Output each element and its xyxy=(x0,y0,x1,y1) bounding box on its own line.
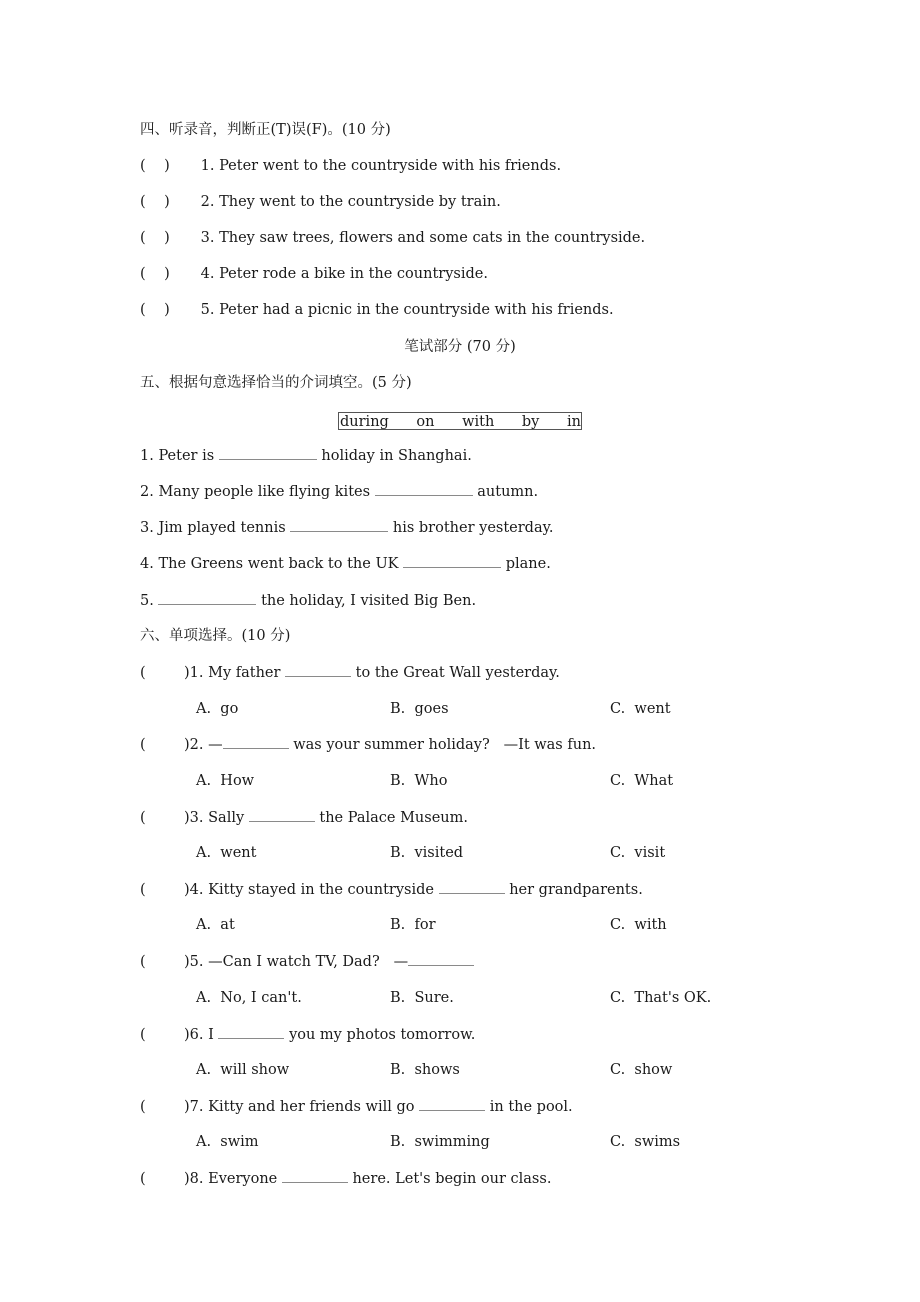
option-c[interactable]: C. visit xyxy=(610,845,666,861)
tf-item-1 xyxy=(140,156,561,176)
answer-blank xyxy=(249,807,315,822)
answer-blank[interactable] xyxy=(403,553,501,568)
answer-bracket[interactable]: ( xyxy=(140,665,165,681)
answer-blank xyxy=(419,1096,485,1111)
section-6-title: 六、单项选择。(10 分) xyxy=(140,628,291,644)
answer-blank[interactable] xyxy=(219,445,317,460)
word-bank-word: by xyxy=(521,414,540,430)
tf-item-3 xyxy=(140,228,645,248)
answer-bracket[interactable]: ( xyxy=(140,1027,165,1043)
option-b[interactable]: B. visited xyxy=(390,845,464,861)
option-c[interactable]: C. with xyxy=(610,917,667,933)
item-text-before: Peter is xyxy=(158,448,215,464)
mc-question-5 xyxy=(140,951,474,972)
fill-item-4 xyxy=(140,553,551,574)
item-text-before: Kitty stayed in the countryside xyxy=(208,882,434,898)
tf-item-5 xyxy=(140,300,614,320)
answer-bracket[interactable]: ( ) xyxy=(140,194,170,210)
answer-blank xyxy=(282,1168,348,1183)
word-bank-box xyxy=(338,412,582,430)
item-text-after: the Palace Museum. xyxy=(319,810,468,826)
option-b[interactable]: B. shows xyxy=(390,1062,460,1078)
option-b[interactable]: B. swimming xyxy=(390,1134,490,1150)
item-text-before: —Can I watch TV, Dad? — xyxy=(208,954,409,970)
mc-question-3 xyxy=(140,807,468,828)
item-number: 1. xyxy=(200,158,215,174)
item-text: Peter rode a bike in the countryside. xyxy=(219,266,488,282)
item-text-before: Everyone xyxy=(208,1171,278,1187)
item-text: They saw trees, flowers and some cats in the countryside. xyxy=(219,230,646,246)
item-text-before: Kitty and her friends will go xyxy=(208,1099,415,1115)
item-text-before: My father xyxy=(208,665,281,681)
item-text-before: Jim played tennis xyxy=(158,520,286,536)
option-a[interactable]: A. at xyxy=(196,917,235,933)
tf-item-2 xyxy=(140,192,501,212)
item-text-after: to the Great Wall yesterday. xyxy=(355,665,560,681)
answer-bracket[interactable]: ( xyxy=(140,954,165,970)
item-text-after: was your summer holiday? —It was fun. xyxy=(293,737,597,753)
answer-bracket[interactable]: ( ) xyxy=(140,158,170,174)
item-number: )2. xyxy=(184,737,204,753)
item-number: 3. xyxy=(140,520,154,536)
mc-question-1 xyxy=(140,662,560,683)
item-text-before: Sally xyxy=(208,810,245,826)
item-number: 4. xyxy=(200,266,215,282)
answer-bracket[interactable]: ( ) xyxy=(140,302,170,318)
word-bank-word: during xyxy=(340,414,389,430)
word-bank-word: with xyxy=(462,414,495,430)
written-part-title: 笔试部分 (70 分) xyxy=(404,339,516,355)
item-number: 2. xyxy=(140,484,154,500)
tf-item-4 xyxy=(140,264,488,284)
answer-bracket[interactable]: ( ) xyxy=(140,266,170,282)
option-c[interactable]: C. What xyxy=(610,773,674,789)
item-text: Peter went to the countryside with his friends. xyxy=(219,158,562,174)
mc-question-7 xyxy=(140,1096,573,1117)
answer-blank xyxy=(218,1024,284,1039)
item-text-after: her grandparents. xyxy=(509,882,643,898)
item-text-before: I xyxy=(208,1027,214,1043)
option-c[interactable]: C. swims xyxy=(610,1134,681,1150)
option-a[interactable]: A. swim xyxy=(196,1134,259,1150)
item-number: 5. xyxy=(140,593,154,609)
option-a[interactable]: A. How xyxy=(196,773,255,789)
answer-blank xyxy=(285,662,351,677)
option-b[interactable]: B. Sure. xyxy=(390,990,454,1006)
option-c[interactable]: C. went xyxy=(610,701,671,717)
item-number: 3. xyxy=(200,230,215,246)
item-text-after: here. Let's begin our class. xyxy=(352,1171,552,1187)
answer-bracket[interactable]: ( ) xyxy=(140,230,170,246)
answer-blank[interactable] xyxy=(375,481,473,496)
mc-question-6 xyxy=(140,1024,475,1045)
item-number: )8. xyxy=(184,1171,204,1187)
option-c[interactable]: C. That's OK. xyxy=(610,990,712,1006)
answer-blank xyxy=(439,879,505,894)
option-a[interactable]: A. No, I can't. xyxy=(196,990,302,1006)
mc-question-8 xyxy=(140,1168,551,1189)
answer-blank xyxy=(223,734,289,749)
answer-blank[interactable] xyxy=(158,590,256,605)
section-5-title: 五、根据句意选择恰当的介词填空。(5 分) xyxy=(140,375,412,391)
item-number: 1. xyxy=(140,448,154,464)
item-text-after: autumn. xyxy=(477,484,539,500)
item-number: )3. xyxy=(184,810,204,826)
item-text-after: holiday in Shanghai. xyxy=(321,448,472,464)
item-number: )7. xyxy=(184,1099,204,1115)
item-text-after: the holiday, I visited Big Ben. xyxy=(261,593,477,609)
item-number: 4. xyxy=(140,556,154,572)
item-number: )5. xyxy=(184,954,204,970)
fill-item-1 xyxy=(140,445,472,466)
item-number: )6. xyxy=(184,1027,204,1043)
item-text-before: The Greens went back to the UK xyxy=(158,556,399,572)
option-b[interactable]: B. for xyxy=(390,917,436,933)
answer-bracket[interactable]: ( xyxy=(140,1171,165,1187)
fill-item-3 xyxy=(140,517,554,538)
option-b[interactable]: B. goes xyxy=(390,701,449,717)
item-text-after: his brother yesterday. xyxy=(392,520,554,536)
mc-question-2 xyxy=(140,734,596,755)
item-text-before: — xyxy=(208,737,223,753)
option-a[interactable]: A. will show xyxy=(196,1062,290,1078)
fill-item-5 xyxy=(140,590,476,611)
item-text-before: Many people like flying kites xyxy=(158,484,371,500)
option-a[interactable]: A. went xyxy=(196,845,257,861)
option-a[interactable]: A. go xyxy=(196,701,239,717)
word-bank-word: in xyxy=(566,414,581,430)
answer-bracket[interactable]: ( xyxy=(140,1099,165,1115)
item-number: 5. xyxy=(200,302,215,318)
mc-question-4 xyxy=(140,879,643,900)
item-text-after: you my photos tomorrow. xyxy=(289,1027,476,1043)
fill-item-2 xyxy=(140,481,538,502)
word-bank-word: on xyxy=(416,414,435,430)
item-text-after: in the pool. xyxy=(489,1099,573,1115)
option-c[interactable]: C. show xyxy=(610,1062,673,1078)
item-number: )4. xyxy=(184,882,204,898)
answer-bracket[interactable]: ( xyxy=(140,737,165,753)
item-text: Peter had a picnic in the countryside with his friends. xyxy=(219,302,614,318)
answer-bracket[interactable]: ( xyxy=(140,882,165,898)
answer-blank[interactable] xyxy=(290,517,388,532)
section-4-title: 四、听录音，判断正(T)误(F)。(10 分) xyxy=(140,122,391,138)
option-b[interactable]: B. Who xyxy=(390,773,448,789)
item-number: 2. xyxy=(200,194,215,210)
answer-bracket[interactable]: ( xyxy=(140,810,165,826)
item-number: )1. xyxy=(184,665,204,681)
item-text: They went to the countryside by train. xyxy=(219,194,501,210)
item-text-after: plane. xyxy=(505,556,551,572)
answer-blank xyxy=(408,951,474,966)
